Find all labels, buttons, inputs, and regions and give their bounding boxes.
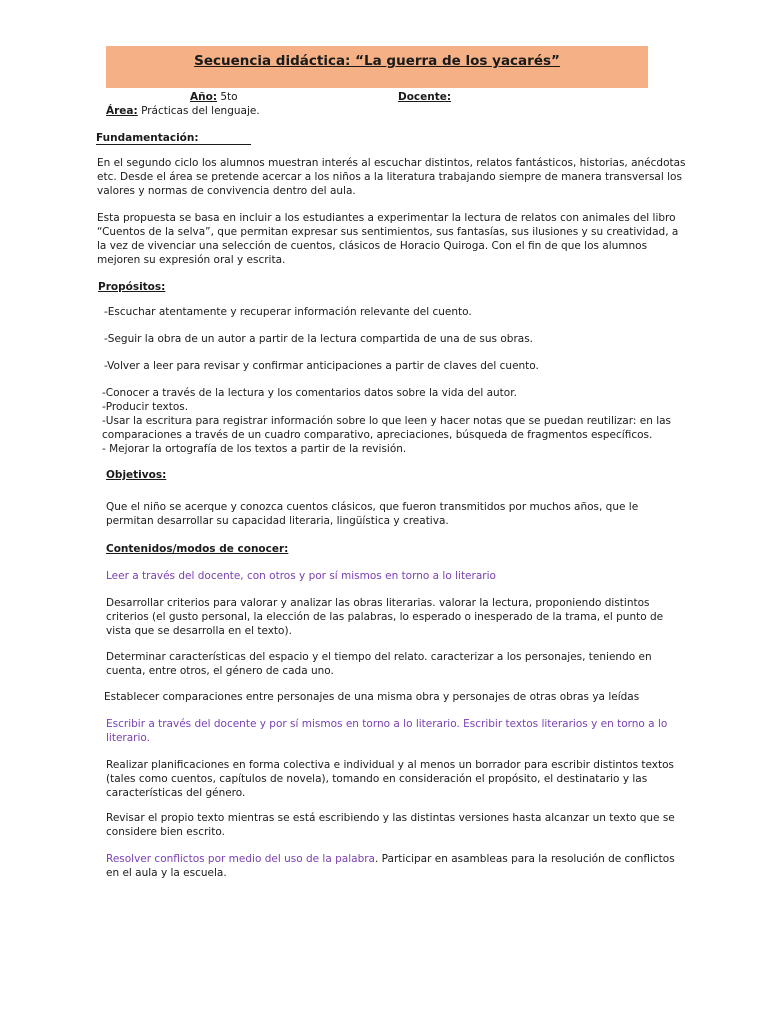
text-line: características del género. <box>106 787 246 799</box>
text-line: criterios (el gusto personal, la elección de las palabras, lo esperado o inesperado de la trama, el punto de <box>106 611 664 623</box>
text-line: (tales como cuentos, capítulos de novela), tomando en consideración el propósito, el destinatario y las <box>106 773 648 785</box>
contenido-paragraph <box>106 596 663 638</box>
proposito-item: -Conocer a través de la lectura y los comentarios datos sobre la vida del autor. <box>102 387 517 399</box>
text-line: vista que se desarrolla en el texto). <box>106 625 292 637</box>
text-line: en el aula y la escuela. <box>106 867 227 879</box>
proposito-item: -Seguir la obra de un autor a partir de la lectura compartida de una de sus obras. <box>104 333 534 345</box>
contenido-paragraph <box>106 758 674 800</box>
objetivos-paragraph <box>106 500 638 528</box>
text-line: la vez de vivenciar una selección de cuentos, clásicos de Horacio Quiroga. Con el fin de que los alumnos <box>97 240 648 252</box>
year-value: 5to <box>220 91 238 103</box>
contenido-leer: Leer a través del docente, con otros y por sí mismos en torno a lo literario <box>106 570 496 582</box>
text-line: mejoren su expresión oral y escrita. <box>97 254 286 266</box>
resolver-highlight: Resolver conflictos por medio del uso de la palabra <box>106 853 375 865</box>
text-line: etc. Desde el área se pretende acercar a los niños a la literatura trabajando siempre de manera transversal los <box>97 171 682 183</box>
text-line: permitan desarrollar su capacidad literaria, lingüística y creativa. <box>106 515 449 527</box>
proposito-item: -Volver a leer para revisar y confirmar anticipaciones a partir de claves del cuento. <box>104 360 539 372</box>
teacher-label: Docente: <box>398 91 452 103</box>
text-line: valores y normas de convivencia dentro del aula. <box>97 185 356 197</box>
page-title: Secuencia didáctica: “La guerra de los yacarés” <box>194 53 560 69</box>
text-line: Revisar el propio texto mientras se está escribiendo y las distintas versiones hasta alcanzar un texto que se <box>106 812 675 824</box>
resolver-rest: . Participar en asambleas para la resolución de conflictos <box>375 853 675 865</box>
fundamentacion-heading: Fundamentación: <box>96 131 251 145</box>
contenido-paragraph <box>106 811 675 839</box>
text-line <box>106 852 675 866</box>
text-line: Que el niño se acerque y conozca cuentos clásicos, que fueron transmitidos por muchos años, que le <box>106 501 639 513</box>
proposito-item: -Producir textos. <box>102 401 189 413</box>
area-label: Área: <box>106 105 138 117</box>
text-line: “Cuentos de la selva”, que permitan expresar sus sentimientos, sus fantasías, sus ilusiones y su creatividad, a <box>97 226 679 238</box>
area-value: Prácticas del lenguaje. <box>141 105 260 117</box>
contenido-paragraph <box>106 650 652 678</box>
text-line: En el segundo ciclo los alumnos muestran interés al escuchar distintos, relatos fantásticos, historias, anécdotas <box>97 157 686 169</box>
fundamentacion-paragraph-1 <box>97 156 686 198</box>
text-line: considere bien escrito. <box>106 826 225 838</box>
text-line: cuenta, entre otros, el género de cada uno. <box>106 665 334 677</box>
text-line: -Usar la escritura para registrar información sobre lo que leen y hacer notas que se puedan reutilizar: en las <box>102 415 672 427</box>
contenido-paragraph: Establecer comparaciones entre personajes de una misma obra y personajes de otras obras ya leídas <box>104 691 640 703</box>
text-line: Esta propuesta se basa en incluir a los estudiantes a experimentar la lectura de relatos con animales del libro <box>97 212 676 224</box>
year-label: Año: <box>190 91 218 103</box>
proposito-item: -Escuchar atentamente y recuperar información relevante del cuento. <box>104 306 472 318</box>
propositos-heading: Propósitos: <box>98 281 166 293</box>
text-line: Determinar características del espacio y el tiempo del relato. caracterizar a los personajes, teniendo en <box>106 651 652 663</box>
contenidos-heading: Contenidos/modos de conocer: <box>106 543 289 555</box>
text-line: Escribir a través del docente y por sí mismos en torno a lo literario. Escribir textos literarios y en torno a lo <box>106 718 668 730</box>
area-row <box>106 104 260 118</box>
proposito-item: - Mejorar la ortografía de los textos a partir de la revisión. <box>102 443 407 455</box>
text-line: comparaciones a través de un cuadro comparativo, apreciaciones, búsqueda de fragmentos específicos. <box>102 429 653 441</box>
proposito-item <box>102 414 671 442</box>
fundamentacion-paragraph-2 <box>97 211 678 267</box>
text-line: literario. <box>106 732 150 744</box>
contenido-escribir <box>106 717 667 745</box>
text-line: Realizar planificaciones en forma colectiva e individual y al menos un borrador para escribir distintos textos <box>106 759 675 771</box>
objetivos-heading: Objetivos: <box>106 469 167 481</box>
year-row <box>190 90 238 104</box>
text-line: Desarrollar criterios para valorar y analizar las obras literarias. valorar la lectura, proponiendo distintos <box>106 597 650 609</box>
contenido-resolver <box>106 852 675 880</box>
